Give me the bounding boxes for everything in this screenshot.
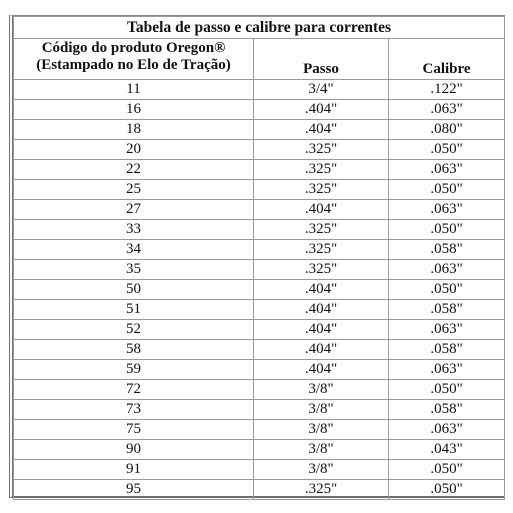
cell-gauge: .050" <box>389 280 505 300</box>
cell-code: 52 <box>14 320 254 340</box>
cell-pitch: .404" <box>254 340 389 360</box>
table-row <box>14 260 505 280</box>
cell-gauge: .063" <box>389 260 505 280</box>
cell-gauge: .058" <box>389 300 505 320</box>
cell-code: 50 <box>14 280 254 300</box>
table-row <box>14 420 505 440</box>
cell-code: 27 <box>14 200 254 220</box>
cell-gauge: .063" <box>389 100 505 120</box>
cell-code: 73 <box>14 400 254 420</box>
table-row <box>14 460 505 480</box>
cell-gauge: .058" <box>389 340 505 360</box>
table-row <box>14 200 505 220</box>
table-row <box>14 280 505 300</box>
cell-gauge: .058" <box>389 240 505 260</box>
cell-code: 11 <box>14 80 254 100</box>
cell-gauge: .063" <box>389 360 505 380</box>
cell-code: 16 <box>14 100 254 120</box>
cell-pitch: .325" <box>254 240 389 260</box>
cell-gauge: .122" <box>389 80 505 100</box>
table-frame <box>9 15 505 498</box>
cell-pitch: .404" <box>254 360 389 380</box>
column-header-gauge: Calibre <box>389 39 505 80</box>
cell-code: 22 <box>14 160 254 180</box>
table-row <box>14 300 505 320</box>
cell-code: 90 <box>14 440 254 460</box>
cell-gauge: .050" <box>389 480 505 500</box>
cell-code: 91 <box>14 460 254 480</box>
cell-gauge: .050" <box>389 460 505 480</box>
cell-pitch: 3/8" <box>254 460 389 480</box>
cell-gauge: .058" <box>389 400 505 420</box>
cell-code: 51 <box>14 300 254 320</box>
table-row <box>14 480 505 500</box>
table-row <box>14 160 505 180</box>
cell-pitch: .404" <box>254 120 389 140</box>
cell-pitch: 3/8" <box>254 400 389 420</box>
cell-gauge: .063" <box>389 420 505 440</box>
cell-gauge: .080" <box>389 120 505 140</box>
cell-gauge: .063" <box>389 160 505 180</box>
cell-pitch: .325" <box>254 180 389 200</box>
table-row <box>14 240 505 260</box>
cell-pitch: .404" <box>254 320 389 340</box>
cell-pitch: .404" <box>254 200 389 220</box>
table-row <box>14 320 505 340</box>
column-header-code-line2: (Estampado no Elo de Tração) <box>36 57 231 73</box>
table-row <box>14 100 505 120</box>
cell-pitch: 3/4" <box>254 80 389 100</box>
cell-pitch: .404" <box>254 100 389 120</box>
table-row <box>14 140 505 160</box>
cell-code: 72 <box>14 380 254 400</box>
table-row <box>14 400 505 420</box>
table-row <box>14 360 505 380</box>
table-row <box>14 380 505 400</box>
cell-pitch: .325" <box>254 220 389 240</box>
cell-gauge: .050" <box>389 220 505 240</box>
cell-code: 34 <box>14 240 254 260</box>
cell-pitch: 3/8" <box>254 440 389 460</box>
cell-code: 58 <box>14 340 254 360</box>
table-row <box>14 180 505 200</box>
cell-pitch: .404" <box>254 300 389 320</box>
column-header-code-line1: Código do produto Oregon® <box>41 40 226 56</box>
cell-code: 35 <box>14 260 254 280</box>
cell-pitch: .325" <box>254 260 389 280</box>
cell-gauge: .063" <box>389 200 505 220</box>
table-row <box>14 340 505 360</box>
cell-code: 75 <box>14 420 254 440</box>
cell-code: 25 <box>14 180 254 200</box>
cell-pitch: .325" <box>254 480 389 500</box>
table-row <box>14 440 505 460</box>
cell-pitch: .325" <box>254 160 389 180</box>
column-header-pitch: Passo <box>254 39 389 80</box>
cell-gauge: .050" <box>389 140 505 160</box>
cell-gauge: .063" <box>389 320 505 340</box>
column-header-code <box>14 39 254 80</box>
title-row <box>14 17 505 39</box>
cell-code: 20 <box>14 140 254 160</box>
table-body <box>14 80 505 500</box>
chain-pitch-gauge-table <box>13 16 505 500</box>
cell-gauge: .043" <box>389 440 505 460</box>
table-title: Tabela de passo e calibre para correntes <box>14 17 505 39</box>
cell-code: 18 <box>14 120 254 140</box>
cell-code: 33 <box>14 220 254 240</box>
cell-code: 59 <box>14 360 254 380</box>
cell-gauge: .050" <box>389 180 505 200</box>
cell-gauge: .050" <box>389 380 505 400</box>
cell-pitch: 3/8" <box>254 420 389 440</box>
cell-pitch: .325" <box>254 140 389 160</box>
table-row <box>14 80 505 100</box>
cell-pitch: 3/8" <box>254 380 389 400</box>
header-row <box>14 39 505 80</box>
table-row <box>14 220 505 240</box>
cell-code: 95 <box>14 480 254 500</box>
table-row <box>14 120 505 140</box>
cell-pitch: .404" <box>254 280 389 300</box>
